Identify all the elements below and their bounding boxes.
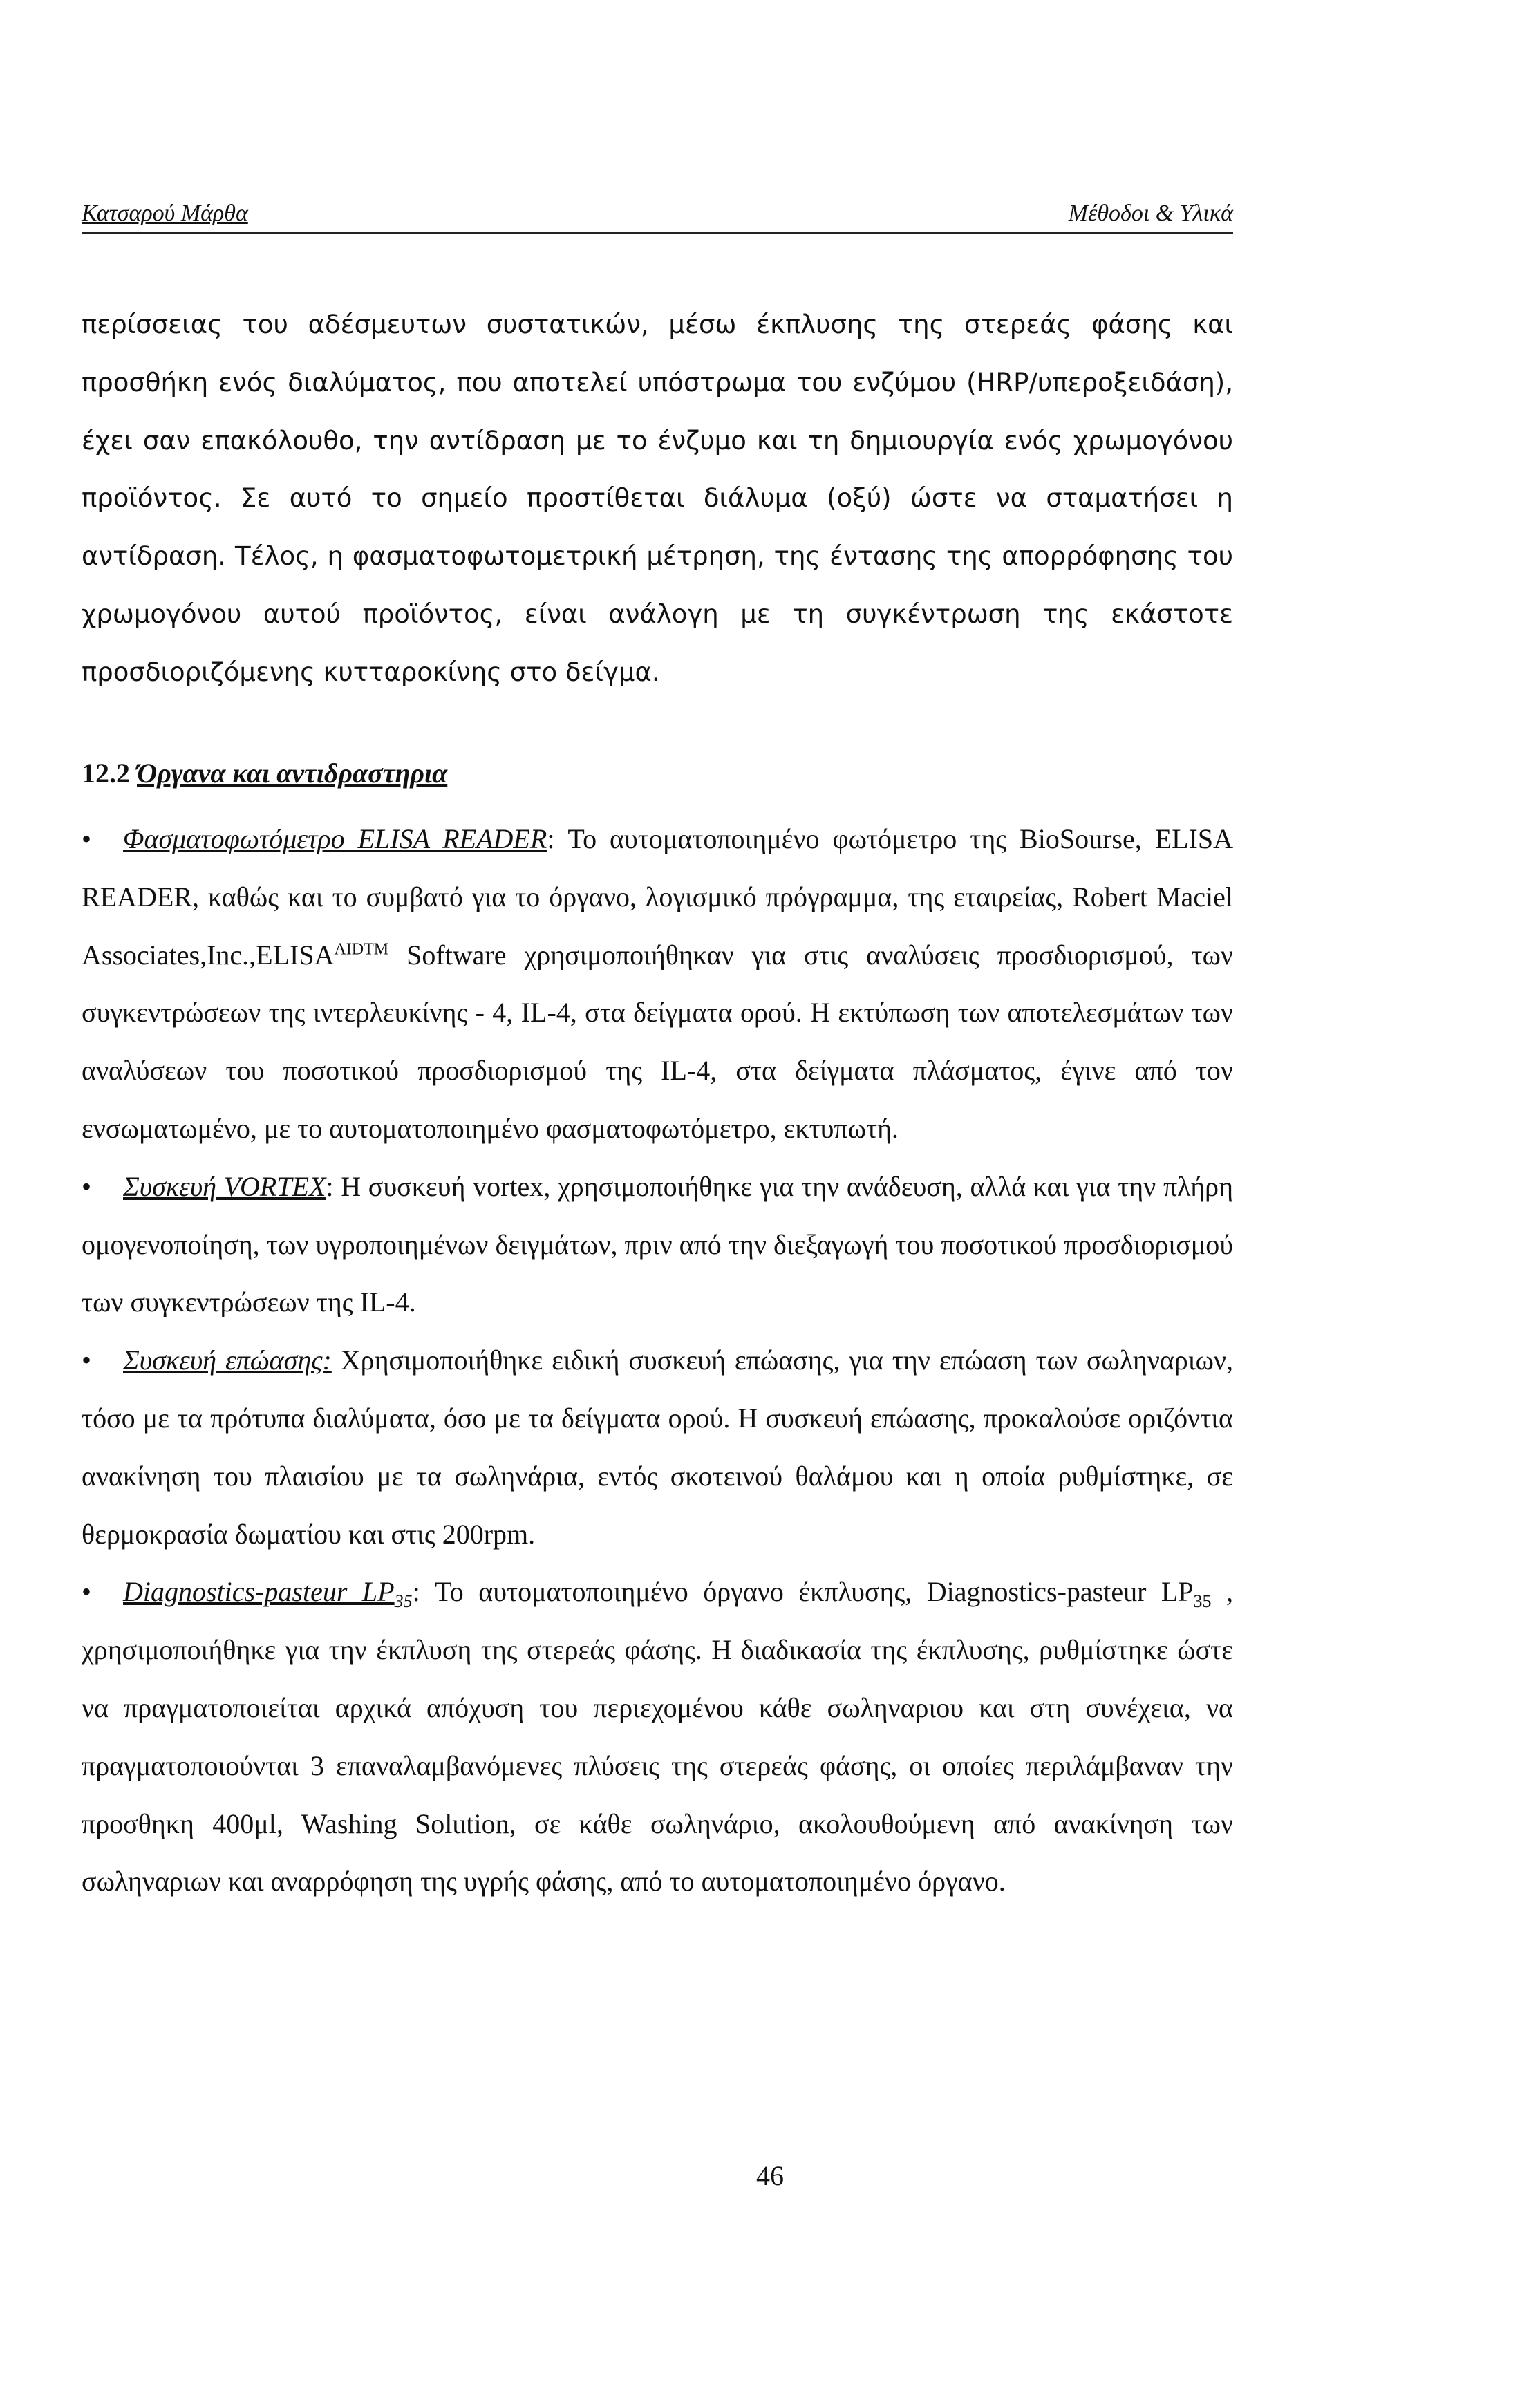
text-incubator: Χρησιμοποιήθηκε ειδική συσκευή επώασης, για την επώαση των σωληναριων, τόσο με τα πρότυπα διαλύματα, όσο με τα δείγματα ορού. Η συσκευή επώασης, προκαλούσε οριζόντια ανακίνηση του πλαισίου με τα σωληνάρια, εντός σκοτεινού θαλάμου και η οποία ρυθμίστηκε, σε θερμοκρασία δωματίου και στις 200rpm. bbox=[82, 1344, 1233, 1550]
text-washer-sub: 35 bbox=[1193, 1591, 1212, 1612]
list-item-washer bbox=[82, 1563, 1233, 1911]
header-author: Κατσαρού Μάρθα bbox=[82, 200, 248, 226]
bullet-icon: • bbox=[82, 1170, 92, 1202]
text-elisa-b: Software χρησιμοποιήθηκαν για στις αναλύσεις προσδιορισμού, των συγκεντρώσεων της ιντερλευκίνης - 4, IL-4, στα δείγματα ορού. Η εκτύπωση των αποτελεσμάτων των αναλύσεων του ποσοτικού προσδιορισμού της IL-4, στα δείγματα πλάσματος, έγινε από τον ενσωματωμένο, με το αυτοματοποιημένο φασματοφωτόμετρο, εκτυπωτή. bbox=[82, 939, 1233, 1144]
text-washer-b: , χρησιμοποιήθηκε για την έκπλυση της στερεάς φάσης. Η διαδικασία της έκπλυσης, ρυθμίστηκε ώστε να πραγματοποιείται αρχικά απόχυση του περιεχομένου κάθε σωληναριου και στη συνέχεια, να πραγματοποιούνται 3 επαναλαμβανόμενες πλύσεις της στερεάς φάσης, οι οποίες περιλάμβαναν την προσθηκη 400μl, Washing Solution, σε κάθε σωληνάριο, ακολουθούμενη από ανακίνηση των σωληναριων και αναρρόφηση της υγρής φάσης, από το αυτοματοποιημένο όργανο. bbox=[82, 1576, 1233, 1897]
list-item-vortex bbox=[82, 1158, 1233, 1331]
intro-paragraph: περίσσειας του αδέσμευτων συστατικών, μέσω έκπλυσης της στερεάς φάσης και προσθήκη ενός διαλύματος, που αποτελεί υπόστρωμα του ενζύμου (HRP/υπεροξειδάση), έχει σαν επακόλουθο, την αντίδραση με το ένζυμο και τη δημιουργία ενός χρωμογόνου προϊόντος. Σε αυτό το σημείο προστίθεται διάλυμα (οξύ) ώστε να σταματήσει η αντίδραση. Τέλος, η φασματοφωτομετρική μέτρηση, της έντασης της απορρόφησης του χρωμογόνου αυτού προϊόντος, είναι ανάλογη με τη συγκέντρωση της εκάστοτε προσδιοριζόμενης κυτταροκίνης στο δείγμα. bbox=[82, 310, 1233, 687]
text-vortex: : Η συσκευή vortex, χρησιμοποιήθηκε για την ανάδευση, αλλά και για την πλήρη ομογενοποίηση, των υγροποιημένων δειγμάτων, πριν από την διεξαγωγή του ποσοτικού προσδιορισμού των συγκεντρώσεων της IL-4. bbox=[82, 1170, 1233, 1318]
instrument-list bbox=[82, 810, 1233, 1911]
header-section: Μέθοδοι & Υλικά bbox=[1068, 200, 1233, 226]
section-heading bbox=[82, 757, 447, 789]
section-number: 12.2 bbox=[82, 758, 130, 789]
page-number: 46 bbox=[756, 2160, 784, 2191]
term-vortex: Συσκευή VORTEX bbox=[123, 1170, 326, 1202]
term-washer-sub: 35 bbox=[394, 1591, 413, 1612]
page-header bbox=[82, 200, 1233, 234]
term-incubator: Συσκευή επώασης: bbox=[123, 1344, 332, 1376]
list-item-incubator bbox=[82, 1331, 1233, 1563]
section-title: Όργανα και αντιδραστηρια bbox=[137, 758, 448, 789]
term-washer-name: Diagnostics-pasteur LP bbox=[123, 1576, 395, 1608]
sup-aidtm: AIDTM bbox=[334, 940, 389, 959]
bullet-icon: • bbox=[82, 1344, 92, 1376]
list-item-elisa-reader bbox=[82, 810, 1233, 1158]
bullet-icon: • bbox=[82, 823, 92, 854]
term-washer bbox=[123, 1576, 413, 1612]
text-washer-a: : Το αυτοματοποιημένο όργανο έκπλυσης, Diagnostics-pasteur LP bbox=[412, 1576, 1194, 1608]
bullet-icon: • bbox=[82, 1576, 92, 1608]
term-elisa-reader: Φασματοφωτόμετρο ELISA READER bbox=[123, 823, 547, 854]
text-elisa-a: : Το αυτοματοποιημένο φωτόμετρο της BioSourse, ELISA READER, καθώς και το συμβατό για το όργανο, λογισμικό πρόγραμμα, της εταιρείας, Robert Maciel Associates,Inc.,ELISA bbox=[82, 823, 1234, 970]
